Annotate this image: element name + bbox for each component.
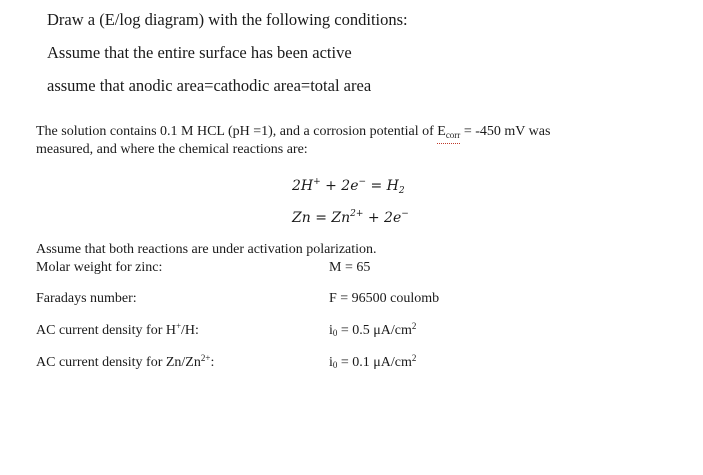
problem-line-1 — [36, 123, 550, 141]
ac-zn-label-text: AC current density for Zn/Zn — [36, 355, 201, 370]
ecorr-symbol — [437, 123, 460, 141]
r2-charge: 2+ — [350, 209, 364, 219]
ac-h-label-text: AC current density for H — [36, 323, 176, 338]
problem-text-end: = -450 mV was — [460, 124, 551, 139]
instruction-line-3: assume that anodic area=cathodic area=total area — [47, 76, 372, 95]
r1-rhs-sub: 2 — [398, 186, 405, 196]
reaction-hydrogen — [292, 177, 405, 196]
molar-weight-label: Molar weight for zinc: — [36, 260, 163, 275]
r2-electron-charge: − — [401, 209, 409, 219]
r2-lhs: Zn = Zn — [292, 210, 351, 226]
r1-rhs: = H — [366, 178, 399, 194]
ac-density-zn-label — [36, 355, 214, 371]
ecorr-subscript: corr — [445, 130, 461, 140]
activation-polarization-note: Assume that both reactions are under activation polarization. — [36, 242, 377, 257]
ac-h-label-sup: + — [175, 321, 182, 331]
ac-density-h-label — [36, 323, 199, 339]
ac-density-zn-value — [329, 355, 416, 371]
ac-h-i: i — [329, 323, 333, 338]
ac-zn-i-sub: 0 — [332, 360, 338, 370]
ac-h-label-end: /H: — [181, 323, 199, 338]
r1-lhs-charge: + — [313, 177, 321, 187]
r1-lhs: 2H — [292, 178, 314, 194]
instruction-line-1: Draw a (E/log diagram) with the following conditions: — [47, 10, 408, 29]
molar-weight-value: M = 65 — [329, 260, 371, 275]
ac-zn-label-end: : — [210, 355, 215, 370]
ac-zn-value-text: = 0.1 μA/cm — [337, 355, 412, 370]
r1-electrons: + 2e — [320, 178, 359, 194]
ac-h-value-text: = 0.5 μA/cm — [337, 323, 412, 338]
spellcheck-underline — [437, 140, 460, 144]
r2-electrons: + 2e — [363, 210, 402, 226]
ac-density-h-value — [329, 323, 416, 339]
instruction-line-2: Assume that the entire surface has been active — [47, 43, 352, 62]
reaction-zinc — [292, 209, 409, 226]
ac-h-i-sub: 0 — [332, 328, 338, 338]
problem-line-2: measured, and where the chemical reactions are: — [36, 142, 308, 157]
ac-zn-i: i — [329, 355, 333, 370]
problem-text-start: The solution contains 0.1 M HCL (pH =1), and a corrosion potential of — [36, 124, 438, 139]
r1-electron-charge: − — [358, 177, 367, 187]
ecorr-letter: E — [437, 124, 446, 139]
ac-h-unit-sup: 2 — [411, 321, 417, 331]
ac-zn-label-sup: 2+ — [200, 353, 211, 363]
ac-zn-unit-sup: 2 — [411, 353, 417, 363]
faraday-label: Faradays number: — [36, 291, 137, 306]
faraday-value: F = 96500 coulomb — [329, 291, 440, 306]
